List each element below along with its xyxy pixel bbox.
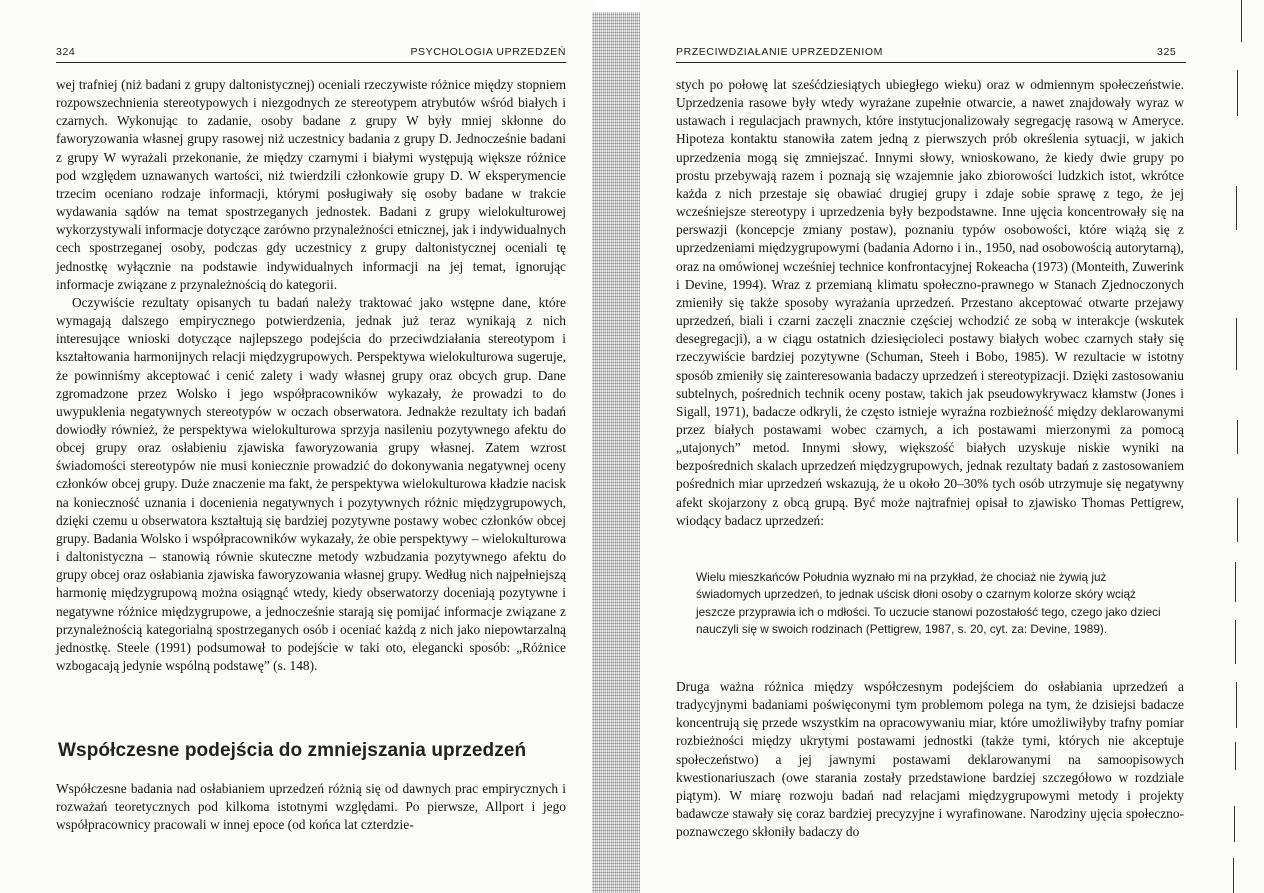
left-body-bottom bbox=[56, 780, 566, 834]
left-page bbox=[0, 0, 597, 893]
edge-mark bbox=[1235, 620, 1236, 664]
edge-mark bbox=[1236, 186, 1237, 230]
edge-mark bbox=[1237, 420, 1238, 454]
edge-mark bbox=[1237, 70, 1238, 116]
book-gutter bbox=[592, 12, 646, 893]
right-page bbox=[640, 0, 1264, 893]
edge-mark bbox=[1241, 0, 1242, 42]
edge-mark bbox=[1234, 806, 1235, 842]
left-paragraph-2: Oczywiście rezultaty opisanych tu badań należy traktować jako wstępne dane, które wymagają dalszego empirycznego potwierdzenia, jednak już teraz wynikają z nich interesujące wnioski dotyczące najlepszego podejścia do przeciwdziałania stereotypom i kształtowania harmonijnych relacji międzygrupowych. Perspektywa wielokulturowa sugeruje, że powinniśmy akceptować i cenić zalety i wady własnej grupy oraz obcych grup. Dane zgromadzone przez Wolsko i jego współpracowników wykazały, że prowadzi to do uwypuklenia negatywnych stereotypów w oczach obserwatora. Jednakże rezultaty ich badań dowiodły również, że perspektywa wielokulturowa sprzyja nasileniu pozytywnego afektu do obcej grupy oraz osłabieniu zjawiska faworyzowania grupy własnej. Zatem wzrost świadomości stereotypów nie musi koniecznie prowadzić do dokonywania negatywnej oceny członków obcej grupy. Duże znaczenie ma fakt, że perspektywa wielokulturowa kładzie nacisk na konieczność uznania i docenienia negatywnych i pozytywnych różnic międzygrupowych, dzięki czemu u obserwatora kształtują się bardziej pozytywne postawy wobec członków obcej grupy. Badania Wolsko i współpracowników wykazały, że obie perspektywy – wielokulturowa i daltonistyczna – stanowią równie skuteczne metody wzbudzania pozytywnego afektu do grupy obcej oraz osłabiania zjawiska faworyzowania własnej grupy. Według nich najpełniejszą harmonię międzygrupową można osiągnąć wtedy, kiedy obserwatorzy doceniają pozytywne i negatywne różnice międzygrupowe, a jednocześnie starają się pomijać informacje związane z przynależnością kategorialną spostrzeganych osób i oceniać każdą z nich jako niepowtarzalną jednostkę. Steele (1991) podsumował to podejście w taki oto, elegancki sposób: „Różnice wzbogacają jedynie wspólną podstawę” (s. 148). bbox=[56, 294, 566, 673]
edge-mark bbox=[1233, 858, 1234, 893]
edge-mark bbox=[1235, 562, 1236, 602]
right-paragraph-2: Druga ważna różnica między współczesnym podejściem do osłabiania uprzedzeń a tradycyjnymi badaniami poświęconymi tym problemom polega na tym, że dzisiejsi badacze koncentrują się przede wszystkim na opracowywaniu miar, które umożliwiłyby trafny pomiar rozbieżności między ukrytymi postawami jednostki (także tymi, których nie akceptuje społeczeństwo) a jej jawnymi postawami deklarowanymi na samoopisowych kwestionariuszach (owe starania zostały przedstawione bardziej szczegółowo w rozdziale piątym). W miarę rozwoju badań nad relacjami międzygrupowymi metody i projekty badawcze stawały się coraz bardziej precyzyjne i wyrafinowane. Narodziny ujęcia społeczno-poznawczego skłoniły badaczy do bbox=[676, 679, 1184, 840]
right-page-number: 325 bbox=[1157, 46, 1177, 58]
right-paragraph-1: stych po połowę lat sześćdziesiątych ubiegłego wieku) oraz w odmiennym społeczeństwie. Uprzedzenia rasowe były wtedy wyrażane zupełnie otwarcie, a nawet znajdowały wyraz w ustawach i regulacjach prawnych, które instytucjonalizowały segregację rasową w Ameryce. Hipoteza kontaktu stanowiła zatem jedną z pierwszych prób określenia sytuacji, w jakich uprzedzenia mogą się zmniejszać. Innymi słowy, wnioskowano, że kiedy dwie grupy po prostu przebywają razem i poznają się wzajemnie jako zbiorowości ludzkich istot, wkrótce każda z nich przestaje się obawiać drugiej grupy i zdaje sobie sprawę z tego, że jej wcześniejsze stereotypy i uprzedzenia były bezpodstawne. Inne ujęcia koncentrowały się na perswazji (koncepcje zmiany postaw), poznaniu typów osobowości, które wiążą się z uprzedzeniami międzygrupowymi (badania Adorno i in., 1950, nad osobowością autorytarną), oraz na omówionej wcześniej technice konfrontacyjnej Rokeacha (1973) (Monteith, Zuwerink i Devine, 1994). Wraz z przemianą klimatu społeczno-prawnego w Stanach Zjednoczonych zmieniły się także sposoby wyrażania uprzedzeń. Przestano akceptować otwarte przejawy uprzedzeń, biali i czarni zaczęli znacznie częściej wchodzić ze sobą w interakcje (wskutek desegregacji), a w ciągu ostatnich dziesięcioleci postawy białych wobec czarnych stały się rzeczywiście bardziej pozytywne (Schuman, Steeh i Bobo, 1985). W rezultacie w istotny sposób zmieniły się zainteresowania badaczy uprzedzeń i stereotypizacji. Dzięki zastosowaniu subtelnych, pośrednich technik oceny postaw, takich jak pseudowykrywacz kłamstw (Jones i Sigall, 1971), badacze odkryli, że często istnieje wyraźna rozbieżność między deklarowanymi przez białych postawami wobec czarnych, a ich postawami mierzonymi za pomocą „utajonych” metod. Innymi słowy, większość białych uzyskuje niskie wyniki na bezpośrednich skalach uprzedzeń międzygrupowych, jednak rezultaty badań z zastosowaniem pośrednich miar uprzedzeń wskazują, że u około 20–30% tych osób utrzymuje się negatywny afekt skojarzony z obcą grupą. Być może najtrafniej opisał to zjawisko Thomas Pettigrew, wiodący badacz uprzedzeń: bbox=[676, 77, 1184, 528]
left-header-rule bbox=[56, 62, 566, 63]
edge-mark bbox=[1236, 682, 1237, 728]
left-page-number: 324 bbox=[56, 46, 76, 58]
quote-text: Wielu mieszkańców Południa wyznało mi na przykład, że chociaż nie żywią już świadomych uprzedzeń, to jednak uścisk dłoni osoby o czarnym kolorze skóry wciąż jeszcze przyprawia ich o mdłości. To uczucie stanowi pozostałość tego, czego jako dzieci nauczyli się w swoich rodzinach (Pettigrew, 1987, s. 20, cyt. za: Devine, 1989). bbox=[696, 570, 1161, 636]
right-running-head: PRZECIWDZIAŁANIE UPRZEDZENIOM bbox=[676, 46, 883, 58]
left-paragraph-3: Współczesne badania nad osłabianiem uprzedzeń różnią się od dawnych prac empirycznych i rozważań teoretycznych pod kilkoma istotnymi względami. Po pierwsze, Allport i jego współpracownicy pracowali w innej epoce (od końca lat czterdzie- bbox=[56, 781, 566, 833]
block-quote bbox=[696, 569, 1171, 638]
right-body-bottom bbox=[676, 678, 1184, 841]
section-heading: Współczesne podejścia do zmniejszania uprzedzeń bbox=[58, 740, 527, 761]
edge-mark bbox=[1237, 498, 1238, 542]
edge-mark bbox=[1235, 742, 1236, 770]
right-body-top bbox=[676, 76, 1184, 530]
right-header-rule bbox=[676, 62, 1186, 63]
left-running-head: PSYCHOLOGIA UPRZEDZEŃ bbox=[410, 46, 566, 58]
left-paragraph-1: wej trafniej (niż badani z grupy daltonistycznej) oceniali rzeczywiste różnice między stopniem rozpowszechnienia stereotypowych i niezgodnych ze stereotypem atrybutów wśród białych i czarnych. Wykonując to zadanie, osoby badane z grupy W były mniej skłonne do faworyzowania własnej grupy rasowej niż uczestnicy badania z grupy D. Jednocześnie badani z grupy W wyrażali przekonanie, że między czarnymi i białymi występują większe różnice pod względem uznawanych wartości, niż twierdzili członkowie grupy D. W eksperymencie trzecim oceniano rodzaje informacji, którymi posługiwały się osoby badane w trakcie wydawania sądów na temat spostrzeganych jednostek. Badani z grupy wielokulturowej wykorzystywali informacje dotyczące zarówno przynależności etnicznej, jak i indywidualnych cech spostrzeganej osoby, podczas gdy uczestnicy z grupy daltonistycznej oceniali tę jednostkę wyłącznie na podstawie indywidualnych informacji na jej temat, ignorując informacje związane z przynależnością do kategorii. bbox=[56, 77, 566, 292]
left-body-top bbox=[56, 76, 566, 675]
edge-mark bbox=[1236, 318, 1237, 370]
